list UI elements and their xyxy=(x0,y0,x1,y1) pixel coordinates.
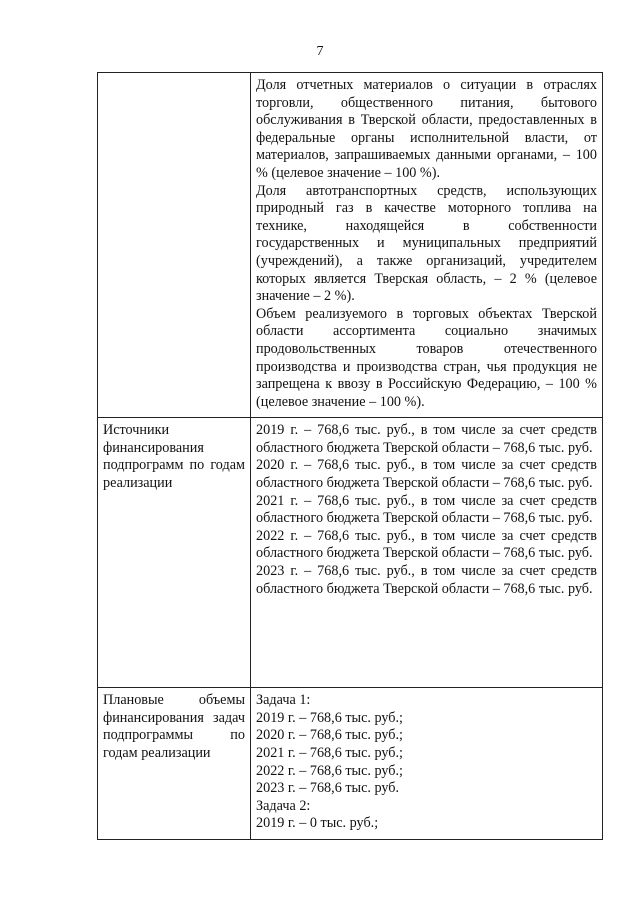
row-content xyxy=(251,73,603,418)
task-line: 2019 г. – 0 тыс. руб.; xyxy=(256,815,379,832)
funding-paragraph: 2020 г. – 768,6 тыс. руб., в том числе за счет средств областного бюджета Тверской области – 768,6 тыс. руб. xyxy=(256,457,597,492)
page-number: 7 xyxy=(316,44,324,59)
row-content xyxy=(251,688,603,840)
funding-paragraph: 2021 г. – 768,6 тыс. руб., в том числе за счет средств областного бюджета Тверской области – 768,6 тыс. руб. xyxy=(256,492,597,527)
table-row xyxy=(98,73,603,418)
funding-paragraph: 2019 г. – 768,6 тыс. руб., в том числе за счет средств областного бюджета Тверской области – 768,6 тыс. руб. xyxy=(256,422,597,456)
row-label-text: Источники финансирования подпрограмм по годам реализации xyxy=(103,422,245,492)
table-row xyxy=(98,418,603,688)
passport-table xyxy=(97,72,603,840)
row-label xyxy=(98,688,251,840)
task-line: 2019 г. – 768,6 тыс. руб.; xyxy=(256,709,403,726)
row-label xyxy=(98,418,251,688)
task-line: 2023 г. – 768,6 тыс. руб. xyxy=(256,780,400,797)
task-line: Задача 2: xyxy=(256,797,311,814)
funding-paragraph: 2023 г. – 768,6 тыс. руб., в том числе за счет средств областного бюджета Тверской области – 768,6 тыс. руб. xyxy=(256,563,597,597)
task-line: 2020 г. – 768,6 тыс. руб.; xyxy=(256,727,403,744)
row-label-text: Плановые объемы финансирования задач подпрограммы по годам реализации xyxy=(103,692,245,762)
indicator-paragraph: Доля отчетных материалов о ситуации в отраслях торговли, общественного питания, бытового обслуживания в Тверской области, предоставленных в федеральные органы исполнительной власти, от материалов, запрашиваемых данными органами, – 100 % (целевое значение – 100 %). xyxy=(256,77,597,181)
indicator-paragraph: Объем реализуемого в торговых объектах Тверской области ассортимента социально значимых продовольственных товаров отечественного производства и производства стран, чья продукция не запрещена к ввозу в Российскую Федерацию, – 100 % (целевое значение – 100 %). xyxy=(256,305,597,410)
table-row xyxy=(98,688,603,840)
task-line: 2022 г. – 768,6 тыс. руб.; xyxy=(256,762,403,779)
row-content xyxy=(251,418,603,688)
task-line: 2021 г. – 768,6 тыс. руб.; xyxy=(256,745,403,762)
funding-paragraph: 2022 г. – 768,6 тыс. руб., в том числе за счет средств областного бюджета Тверской области – 768,6 тыс. руб. xyxy=(256,527,597,562)
indicator-paragraph: Доля автотранспортных средств, использующих природный газ в качестве моторного топлива на технике, находящейся в собственности государственных и муниципальных предприятий (учреждений), а также организаций, учредителем которых является Тверская область, – 2 % (целевое значение – 2 %). xyxy=(256,182,597,305)
task-line: Задача 1: xyxy=(256,692,311,709)
row-label xyxy=(98,73,251,418)
